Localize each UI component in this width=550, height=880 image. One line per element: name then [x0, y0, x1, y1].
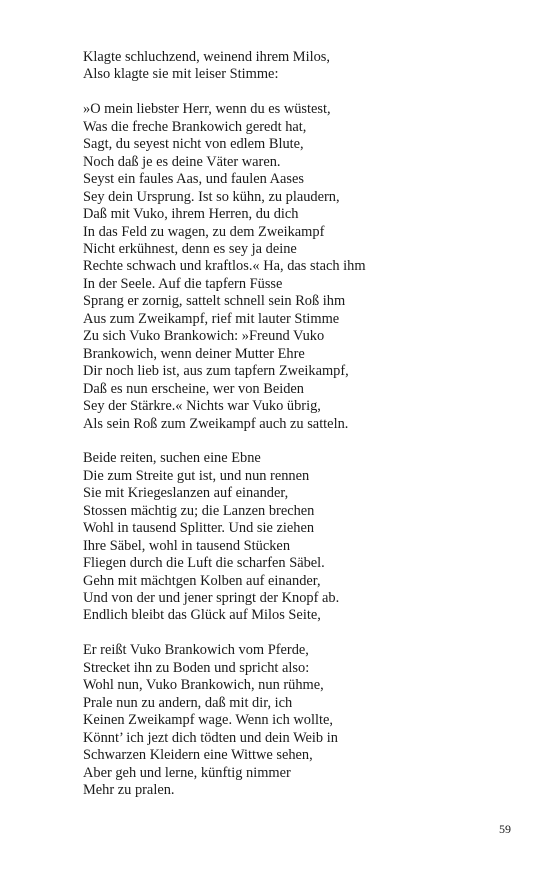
poem-line: Seyst ein faules Aas, und faulen Aases — [83, 171, 305, 188]
poem-line: Was die freche Brankowich geredt hat, — [83, 118, 307, 135]
stanza-4 — [83, 642, 503, 799]
poem-text — [83, 49, 503, 799]
poem-line: Zu sich Vuko Brankowich: »Freund Vuko — [83, 328, 325, 345]
poem-line: Keinen Zweikampf wage. Wenn ich wollte, — [83, 712, 333, 729]
poem-line: Dir noch lieb ist, aus zum tapfern Zweikampf, — [83, 363, 349, 380]
poem-line: Sprang er zornig, sattelt schnell sein Roß ihm — [83, 293, 346, 310]
poem-line: Und von der und jener springt der Knopf ab. — [83, 590, 340, 607]
poem-line: Nicht erkühnest, denn es sey ja deine — [83, 240, 297, 257]
poem-line: Aber geh und lerne, künftig nimmer — [83, 764, 291, 781]
poem-line: Strecket ihn zu Boden und spricht also: — [83, 659, 310, 676]
poem-line: Daß es nun erscheine, wer von Beiden — [83, 380, 304, 397]
stanza-2 — [83, 101, 503, 433]
poem-line: Stossen mächtig zu; die Lanzen brechen — [83, 502, 315, 519]
poem-line: Prale nun zu andern, daß mit dir, ich — [83, 694, 293, 711]
poem-line: Schwarzen Kleidern eine Wittwe sehen, — [83, 747, 313, 764]
poem-line: Gehn mit mächtgen Kolben auf einander, — [83, 572, 321, 589]
page-number: 59 — [499, 822, 511, 836]
poem-line: In der Seele. Auf die tapfern Füsse — [83, 275, 283, 292]
poem-line: Sey dein Ursprung. Ist so kühn, zu plaudern, — [83, 188, 340, 205]
poem-line: Daß mit Vuko, ihrem Herren, du dich — [83, 206, 299, 223]
poem-line: Sey der Stärkre.« Nichts war Vuko übrig, — [83, 398, 321, 415]
poem-line: Er reißt Vuko Brankowich vom Pferde, — [83, 642, 309, 659]
poem-line: Also klagte sie mit leiser Stimme: — [83, 66, 279, 83]
poem-line: Rechte schwach und kraftlos.« Ha, das stach ihm — [83, 258, 366, 275]
poem-line: Noch daß je es deine Väter waren. — [83, 153, 281, 170]
poem-line: Mehr zu pralen. — [83, 781, 175, 798]
poem-line: Wohl nun, Vuko Brankowich, nun rühme, — [83, 677, 324, 694]
poem-line: Sagt, du seyest nicht von edlem Blute, — [83, 136, 304, 153]
poem-line: Die zum Streite gut ist, und nun rennen — [83, 467, 310, 484]
poem-line: Sie mit Kriegeslanzen auf einander, — [83, 485, 289, 502]
poem-line: »O mein liebster Herr, wenn du es wüstest, — [83, 101, 331, 118]
poem-line: Aus zum Zweikampf, rief mit lauter Stimme — [83, 310, 340, 327]
poem-line: Wohl in tausend Splitter. Und sie ziehen — [83, 520, 315, 537]
poem-line: Fliegen durch die Luft die scharfen Säbel. — [83, 555, 325, 572]
poem-line: Als sein Roß zum Zweikampf auch zu satteln. — [83, 415, 349, 432]
poem-line: In das Feld zu wagen, zu dem Zweikampf — [83, 223, 325, 240]
poem-line: Endlich bleibt das Glück auf Milos Seite, — [83, 607, 321, 624]
poem-line: Könnt’ ich jezt dich tödten und dein Weib in — [83, 729, 338, 746]
poem-line: Brankowich, wenn deiner Mutter Ehre — [83, 345, 305, 362]
poem-line: Klagte schluchzend, weinend ihrem Milos, — [83, 49, 330, 65]
poem-line: Ihre Säbel, wohl in tausend Stücken — [83, 537, 291, 554]
poem-line: Beide reiten, suchen eine Ebne — [83, 450, 261, 467]
stanza-3 — [83, 450, 503, 625]
stanza-1 — [83, 49, 503, 84]
